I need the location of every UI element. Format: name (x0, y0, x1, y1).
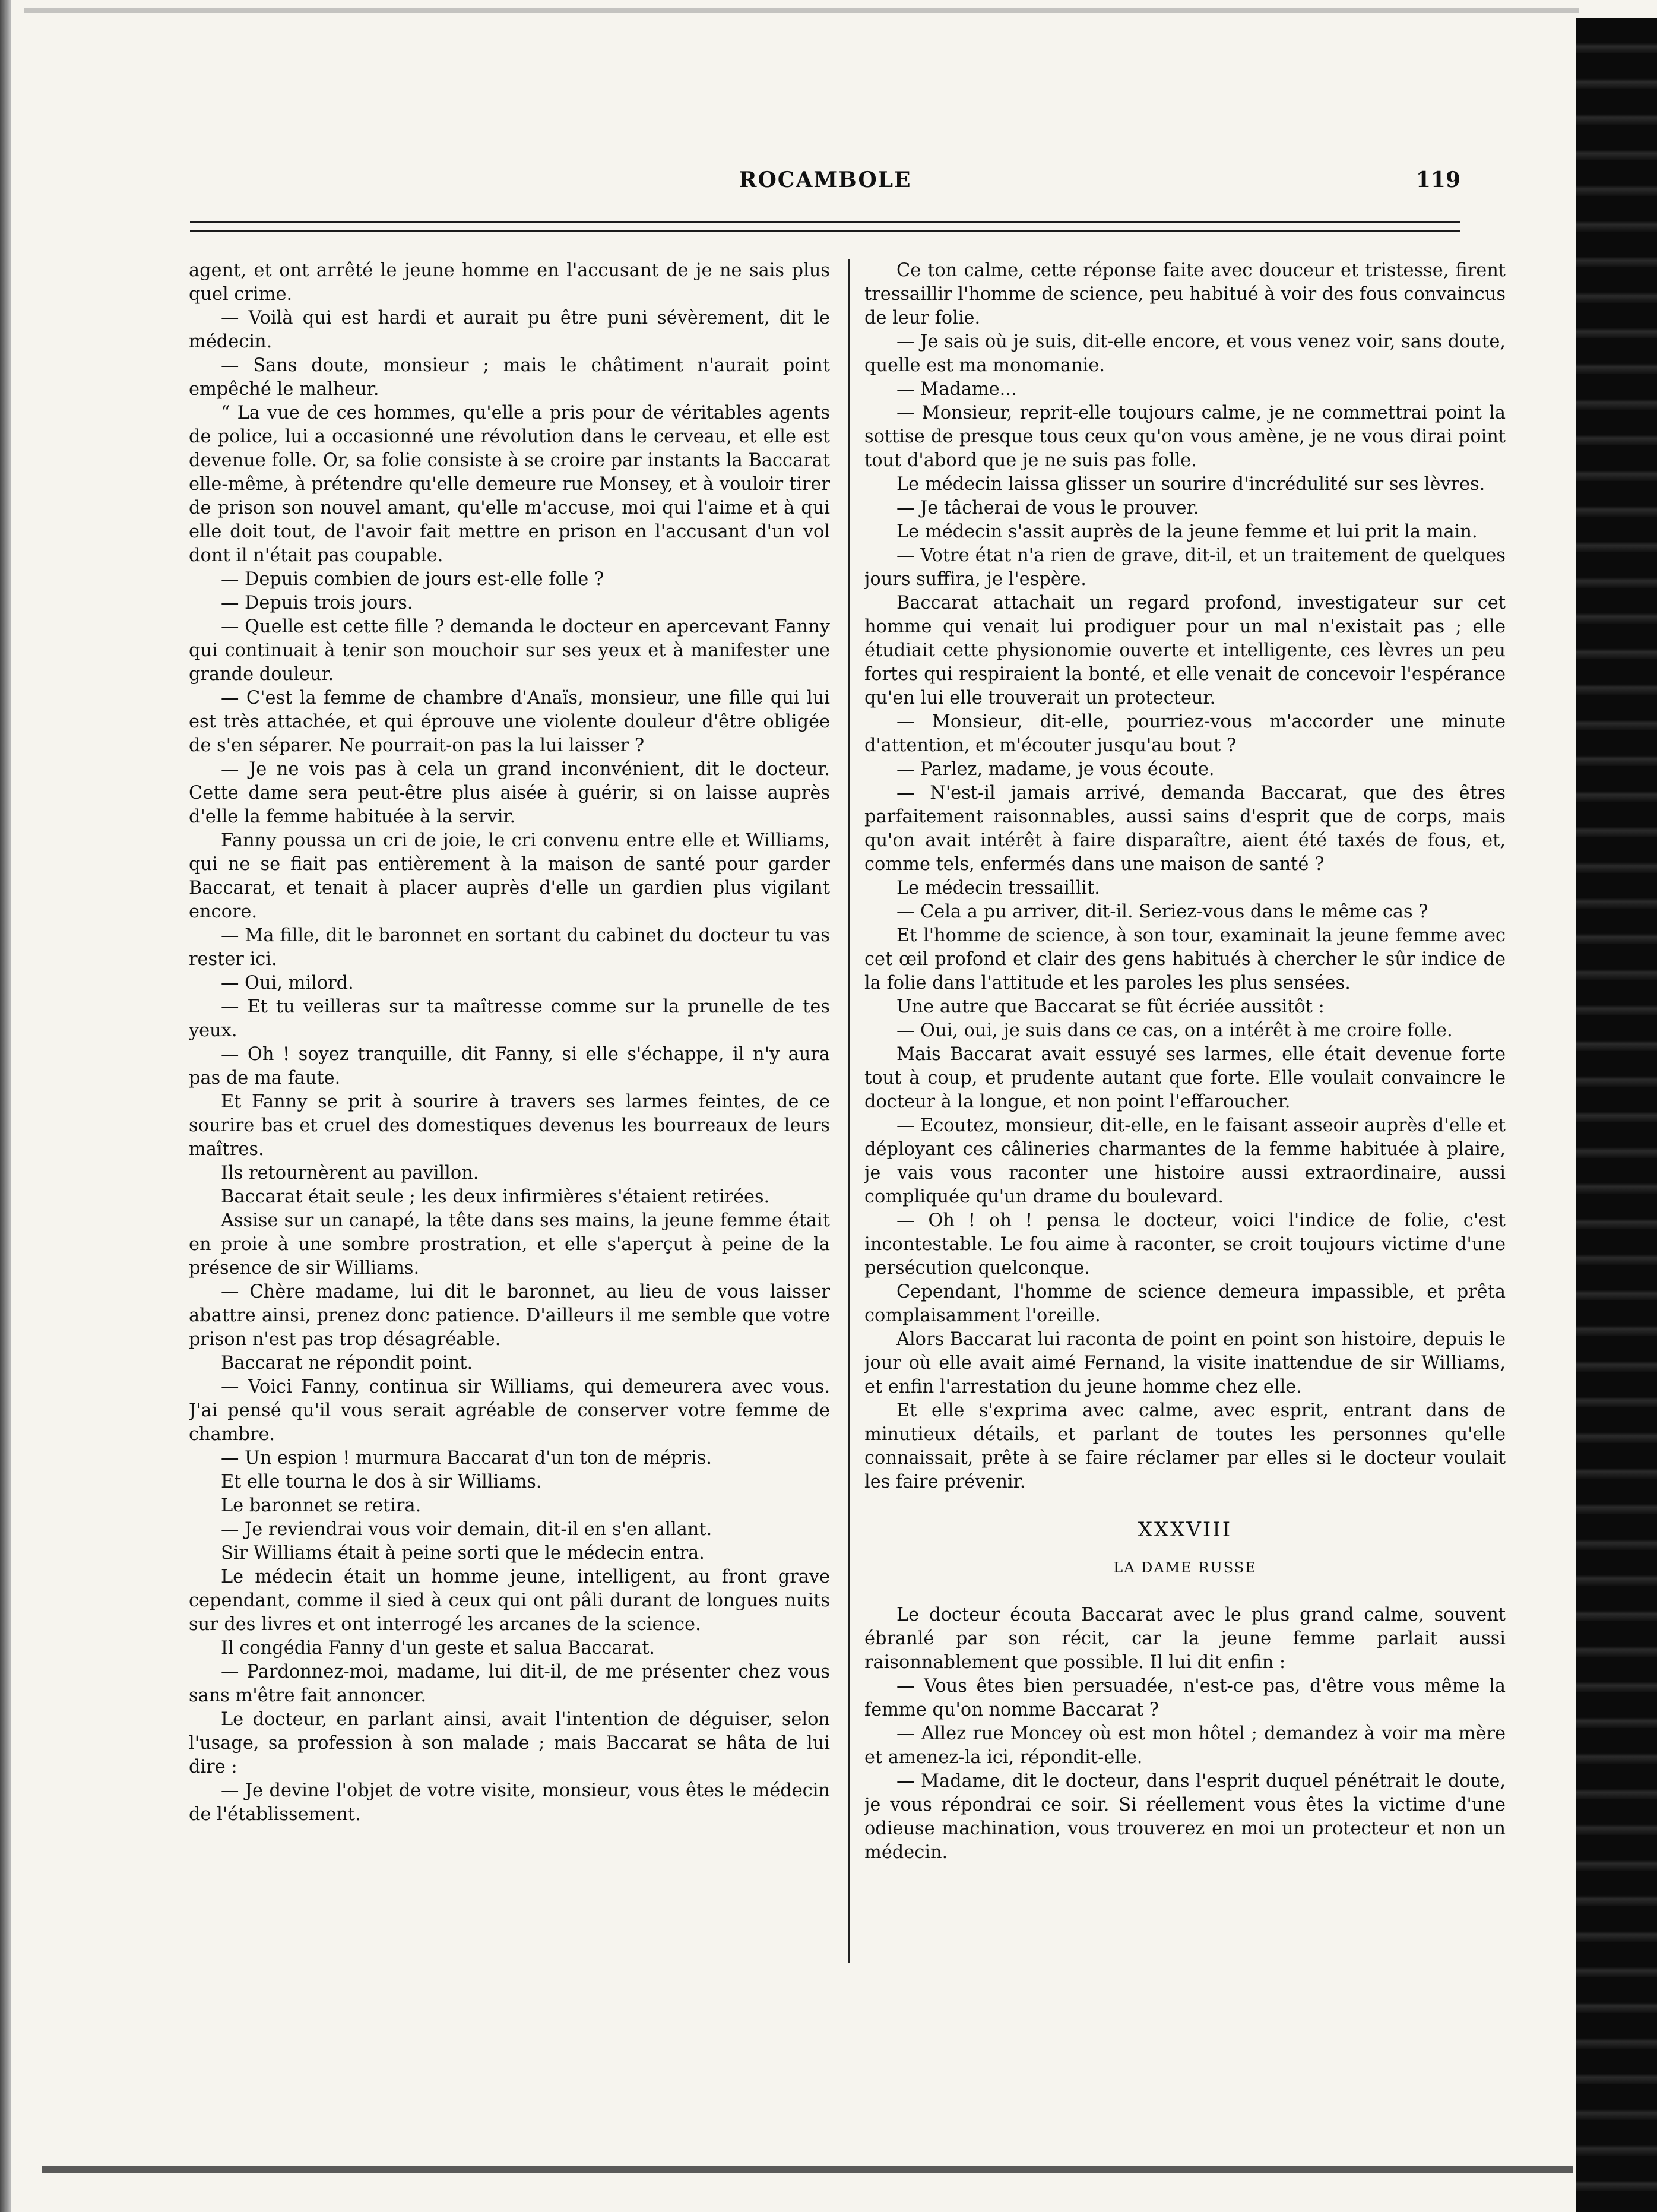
paragraph: Le médecin laissa glisser un sourire d'incrédulité sur ses lèvres. (896, 474, 1485, 495)
scan-edge-left (0, 0, 11, 2212)
paragraph: “ La vue de ces hommes, qu'elle a pris pour de véritables agents de police, lui a occasionné une révolution dans le cerveau, et elle est devenue folle. Or, sa folie consiste à se croire par instants la Baccarat elle-même, à prétendre qu'elle demeure rue Monsey, et à vouloir tirer de prison son nouvel amant, qu'elle m'accuse, moi qui l'aime et à qui elle doit tout, de l'avoir fait mettre en prison en l'accusant d'un vol dont il n'était pas coupable. (189, 403, 830, 566)
paragraph: Et l'homme de science, à son tour, examinait la jeune femme avec cet œil profond et clair des gens habitués à chercher le sûr indice de la folie dans l'attitude et les paroles les plus sensées. (864, 925, 1506, 993)
page-header (190, 167, 1460, 209)
paragraph: Une autre que Baccarat se fût écriée aussitôt : (896, 996, 1325, 1017)
paragraph: Le médecin était un homme jeune, intelligent, au front grave cependant, comme il sied à ceux qui ont pâli durant de longues nuits sur des livres et ont interrogé les arcanes de la science. (189, 1567, 830, 1635)
paragraph: — Un espion ! murmura Baccarat d'un ton de mépris. (221, 1448, 712, 1469)
paragraph: Le médecin tressaillit. (896, 878, 1100, 898)
right-column-part-a (864, 259, 1506, 1494)
paragraph: Et elle tourna le dos à sir Williams. (221, 1471, 542, 1492)
paragraph: Baccarat était seule ; les deux infirmières s'étaient retirées. (221, 1186, 770, 1207)
paragraph: — Madame... (896, 379, 1017, 400)
paragraph: Mais Baccarat avait essuyé ses larmes, elle était devenue forte tout à coup, et prudente autant que forte. Elle voulait convaincre le docteur à la longue, et non point l'effaroucher. (864, 1044, 1506, 1112)
chapter-title: LA DAME RUSSE (1113, 1559, 1257, 1576)
paragraph: — Chère madame, lui dit le baronnet, au lieu de vous laisser abattre ainsi, prenez donc patience. D'ailleurs il me semble que votre prison n'est pas trop désagréable. (189, 1281, 830, 1350)
right-column-part-b (864, 1603, 1506, 1865)
paragraph: — Je ne vois pas à cela un grand inconvénient, dit le docteur. Cette dame sera peut-être plus aisée à guérir, si on laisse auprès d'elle la femme habituée à la servir. (189, 759, 830, 827)
paragraph: Le médecin s'assit auprès de la jeune femme et lui prit la main. (896, 521, 1478, 542)
paragraph: — Allez rue Moncey où est mon hôtel ; demandez à voir ma mère et amenez-la ici, répondit-elle. (864, 1723, 1506, 1768)
paragraph: — Oui, oui, je suis dans ce cas, on a intérêt à me croire folle. (896, 1020, 1453, 1041)
scan-edge-bottom (42, 2166, 1573, 2173)
paragraph: — Votre état n'a rien de grave, dit-il, et un traitement de quelques jours suffira, je l'espère. (864, 545, 1506, 590)
paragraph: — Oh ! soyez tranquille, dit Fanny, si elle s'échappe, il n'y aura pas de ma faute. (189, 1044, 830, 1088)
paragraph: Cependant, l'homme de science demeura impassible, et prêta complaisamment l'oreille. (864, 1281, 1506, 1326)
scan-edge-top (24, 8, 1579, 13)
page-number: 119 (1415, 167, 1460, 192)
paragraph: — Monsieur, dit-elle, pourriez-vous m'accorder une minute d'attention, et m'écouter jusqu'au bout ? (864, 711, 1506, 756)
right-column (864, 259, 1506, 2076)
paragraph: — Et tu veilleras sur ta maîtresse comme sur la prunelle de tes yeux. (189, 996, 830, 1041)
paragraph: — Ecoutez, monsieur, dit-elle, en le faisant asseoir auprès d'elle et déployant ces câlineries charmantes de la femme habituée à plaire, je vais vous raconter une histoire aussi extraordinaire, aussi compliquée qu'un drame du boulevard. (864, 1115, 1506, 1207)
paragraph: Baccarat attachait un regard profond, investigateur sur cet homme qui venait lui prodiguer pour un mal n'existait pas ; elle étudiait cette physionomie ouverte et intelligente, ces lèvres un peu fortes qui respiraient la bonté, et elle venait de concevoir l'espérance qu'en lui elle trouverait un protecteur. (864, 593, 1506, 708)
paragraph: — Je sais où je suis, dit-elle encore, et vous venez voir, sans doute, quelle est ma monomanie. (864, 331, 1506, 376)
paragraph: — Parlez, madame, je vous écoute. (896, 759, 1215, 780)
chapter-number: XXXVIII (1138, 1518, 1233, 1542)
paragraph: — Pardonnez-moi, madame, lui dit-il, de me présenter chez vous sans m'être fait annoncer. (189, 1662, 830, 1706)
paragraph: — Quelle est cette fille ? demanda le docteur en apercevant Fanny qui continuait à tenir son mouchoir sur ses yeux et à manifester une grande douleur. (189, 616, 830, 685)
paragraph: — Voici Fanny, continua sir Williams, qui demeurera avec vous. J'ai pensé qu'il vous serait agréable de conserver votre femme de chambre. (189, 1376, 830, 1445)
paragraph: Sir Williams était à peine sorti que le médecin entra. (221, 1543, 705, 1564)
paragraph: Fanny poussa un cri de joie, le cri convenu entre elle et Williams, qui ne se fiait pas entièrement à la maison de santé pour garder Baccarat, et tenait à placer auprès d'elle un gardien plus vigilant encore. (189, 830, 830, 922)
paragraph: Et Fanny se prit à sourire à travers ses larmes feintes, de ce sourire bas et cruel des domestiques devenus les bourreaux de leurs maîtres. (189, 1091, 830, 1160)
paragraph: Le docteur écouta Baccarat avec le plus grand calme, souvent ébranlé par son récit, car la jeune femme parlait aussi raisonnablement que possible. Il lui dit enfin : (864, 1605, 1506, 1673)
paragraph: — Oui, milord. (221, 973, 354, 993)
paragraph: Le baronnet se retira. (221, 1495, 422, 1516)
paragraph: — N'est-il jamais arrivé, demanda Baccarat, que des êtres parfaitement raisonnables, aussi sains d'esprit que de corps, mais qu'on avait intérêt à faire disparaître, aient été taxés de fous, et, comme tels, enfermés dans une maison de santé ? (864, 783, 1506, 875)
paragraph: Et elle s'exprima avec calme, avec esprit, entrant dans de minutieux détails, et parlant de toutes les personnes qu'elle connaissait, prête à se faire réclamer par elles si le docteur voulait les faire prévenir. (864, 1400, 1506, 1492)
paragraph: Alors Baccarat lui raconta de point en point son histoire, depuis le jour où elle avait aimé Fernand, la visite inattendue de sir Williams, et enfin l'arrestation du jeune homme chez elle. (864, 1329, 1506, 1397)
header-rule (190, 221, 1460, 232)
paragraph: agent, et ont arrêté le jeune homme en l'accusant de je ne sais plus quel crime. (189, 260, 830, 305)
paragraph: Assise sur un canapé, la tête dans ses mains, la jeune femme était en proie à une sombre prostration, et elle s'aperçut à peine de la présence de sir Williams. (189, 1210, 830, 1279)
paragraph: Baccarat ne répondit point. (221, 1353, 473, 1374)
paragraph: Ils retournèrent au pavillon. (221, 1163, 479, 1183)
paragraph: — Je reviendrai vous voir demain, dit-il en s'en allant. (221, 1519, 712, 1540)
paragraph: Il congédia Fanny d'un geste et salua Baccarat. (221, 1638, 655, 1659)
paragraph: — Cela a pu arriver, dit-il. Seriez-vous dans le même cas ? (896, 901, 1428, 922)
paragraph: Ce ton calme, cette réponse faite avec douceur et tristesse, firent tressaillir l'homme de science, peu habitué à voir des fous convaincus de leur folie. (864, 260, 1506, 328)
paragraph: — Sans doute, monsieur ; mais le châtiment n'aurait point empêché le malheur. (189, 355, 830, 400)
paragraph: — Vous êtes bien persuadée, n'est-ce pas, d'être vous même la femme qu'on nomme Baccarat ? (864, 1676, 1506, 1720)
paragraph: — Depuis combien de jours est-elle folle ? (221, 569, 604, 590)
paragraph: — Monsieur, reprit-elle toujours calme, je ne commettrai point la sottise de presque tous ceux qu'on vous amène, je ne vous dirai point tout d'abord que je ne suis pas folle. (864, 403, 1506, 471)
paragraph: Le docteur, en parlant ainsi, avait l'intention de déguiser, selon l'usage, sa profession à son malade ; mais Baccarat se hâta de lui dire : (189, 1709, 830, 1777)
paragraph: — Ma fille, dit le baronnet en sortant du cabinet du docteur tu vas rester ici. (189, 925, 830, 970)
paragraph: — Oh ! oh ! pensa le docteur, voici l'indice de folie, c'est incontestable. Le fou aime à raconter, se croit toujours victime d'une persécution quelconque. (864, 1210, 1506, 1279)
running-title: ROCAMBOLE (739, 167, 912, 192)
scan-edge-right (1576, 18, 1657, 2212)
paragraph: — Je devine l'objet de votre visite, monsieur, vous êtes le médecin de l'établissement. (189, 1780, 830, 1825)
column-divider (848, 259, 850, 1963)
paragraph: — Je tâcherai de vous le prouver. (896, 498, 1199, 518)
paragraph: — Voilà qui est hardi et aurait pu être puni sévèrement, dit le médecin. (189, 308, 830, 352)
paragraph: — Depuis trois jours. (221, 593, 413, 613)
paragraph: — C'est la femme de chambre d'Anaïs, monsieur, une fille qui lui est très attachée, et qui éprouve une violente douleur d'être obligée de s'en séparer. Ne pourrait-on pas la lui laisser ? (189, 688, 830, 756)
left-column (189, 259, 830, 2076)
paragraph: — Madame, dit le docteur, dans l'esprit duquel pénétrait le doute, je vous répondrai ce soir. Si réellement vous êtes la victime d'une odieuse machination, vous trouverez en moi un protecteur et non un médecin. (864, 1771, 1506, 1863)
